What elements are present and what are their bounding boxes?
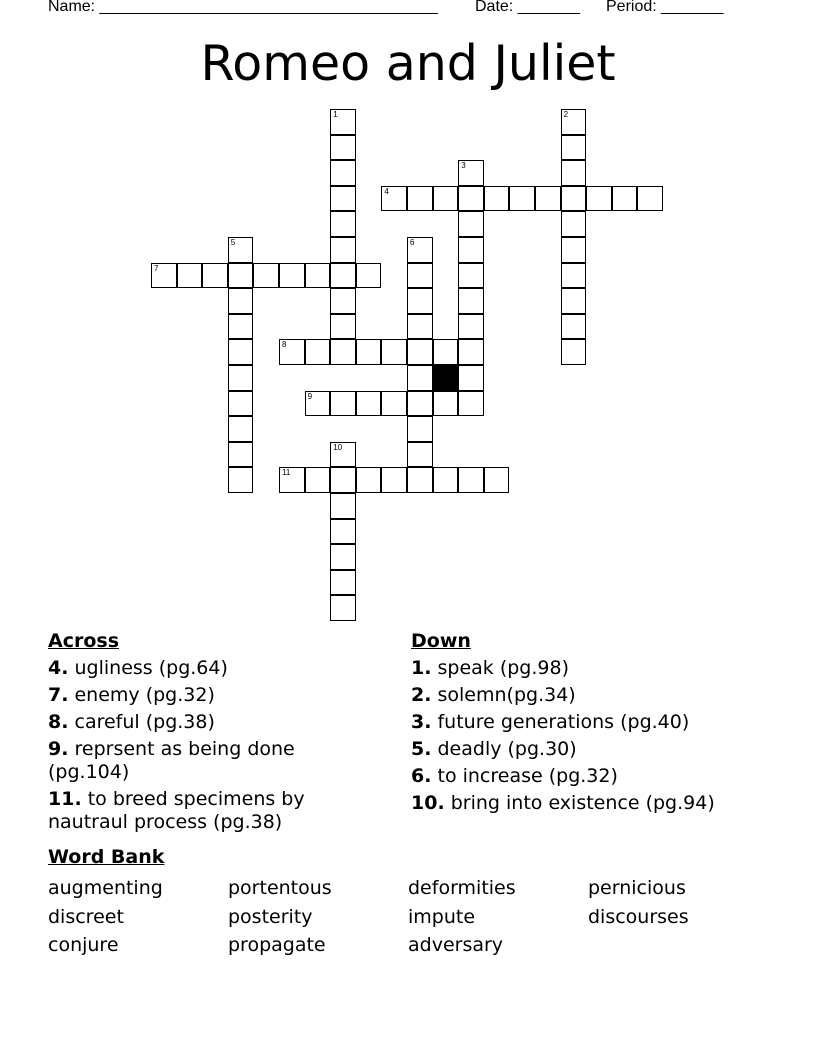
grid-cell[interactable] — [561, 237, 587, 263]
clue-text: bring into existence (pg.94) — [444, 792, 715, 814]
grid-cell[interactable] — [330, 211, 356, 237]
grid-cell[interactable] — [381, 186, 407, 212]
word-bank-item: discreet — [48, 905, 124, 928]
clue-number-label: 5. — [411, 738, 432, 760]
grid-cell[interactable] — [356, 391, 382, 417]
grid-cell[interactable] — [561, 339, 587, 365]
name-field[interactable]: Name: ______________________________________ — [48, 0, 438, 15]
grid-cell[interactable] — [561, 135, 587, 161]
period-field[interactable]: Period: _______ — [606, 0, 724, 15]
word-bank-item: pernicious — [588, 877, 686, 899]
grid-cell[interactable] — [356, 339, 382, 365]
word-bank-item: deformities — [408, 877, 516, 899]
grid-cell[interactable] — [458, 160, 484, 186]
grid-cell[interactable] — [330, 314, 356, 340]
grid-cell[interactable] — [458, 365, 484, 391]
grid-cell[interactable] — [458, 339, 484, 365]
grid-cell[interactable] — [330, 391, 356, 417]
grid-cell[interactable] — [561, 263, 587, 289]
grid-cell[interactable] — [407, 416, 433, 442]
grid-cell[interactable] — [535, 186, 561, 212]
across-clue — [48, 738, 348, 784]
grid-cell[interactable] — [407, 467, 433, 493]
grid-cell[interactable] — [407, 365, 433, 391]
grid-cell[interactable] — [330, 595, 356, 621]
grid-cell[interactable] — [484, 186, 510, 212]
down-clue — [411, 765, 791, 788]
grid-cell[interactable] — [330, 288, 356, 314]
clue-number: 10 — [333, 442, 343, 452]
word-bank-item: portentous — [228, 877, 332, 899]
grid-cell[interactable] — [228, 467, 254, 493]
word-bank-item: augmenting — [48, 877, 163, 899]
grid-cell[interactable] — [458, 263, 484, 289]
grid-cell[interactable] — [305, 339, 331, 365]
clue-text: to increase (pg.32) — [431, 765, 618, 787]
grid-cell[interactable] — [407, 237, 433, 263]
across-clue — [48, 657, 348, 680]
down-clue-list — [411, 657, 791, 815]
grid-cell[interactable] — [509, 186, 535, 212]
word-bank-item: discourses — [588, 905, 689, 928]
grid-cell[interactable] — [228, 416, 254, 442]
grid-cell[interactable] — [381, 391, 407, 417]
down-clues — [411, 630, 791, 819]
grid-cell[interactable] — [253, 263, 279, 289]
grid-cell[interactable] — [458, 211, 484, 237]
grid-cell[interactable] — [330, 339, 356, 365]
grid-cell[interactable] — [561, 211, 587, 237]
grid-cell[interactable] — [330, 135, 356, 161]
grid-cell[interactable] — [330, 493, 356, 519]
grid-cell[interactable] — [356, 467, 382, 493]
clue-number-label: 10. — [411, 792, 445, 814]
grid-cell[interactable] — [484, 467, 510, 493]
grid-cell[interactable] — [228, 339, 254, 365]
grid-cell[interactable] — [433, 467, 459, 493]
across-clue — [48, 788, 348, 834]
word-bank-item: conjure — [48, 934, 119, 956]
grid-cell[interactable] — [330, 109, 356, 135]
grid-cell[interactable] — [356, 263, 382, 289]
grid-cell[interactable] — [228, 391, 254, 417]
down-clue — [411, 684, 791, 707]
grid-cell[interactable] — [458, 237, 484, 263]
grid-cell[interactable] — [637, 186, 663, 212]
grid-cell[interactable] — [458, 288, 484, 314]
down-clue — [411, 711, 791, 734]
grid-cell[interactable] — [458, 391, 484, 417]
across-clue-list — [48, 657, 348, 834]
clue-number-label: 6. — [411, 765, 432, 787]
word-bank-item: propagate — [228, 934, 326, 956]
down-clue — [411, 738, 791, 761]
page-title: Romeo and Juliet — [200, 35, 616, 92]
grid-cell[interactable] — [330, 570, 356, 596]
grid-cell[interactable] — [228, 365, 254, 391]
clue-text: future generations (pg.40) — [431, 711, 690, 733]
grid-cell[interactable] — [228, 288, 254, 314]
word-bank-item: impute — [408, 905, 476, 928]
grid-cell[interactable] — [407, 288, 433, 314]
clue-number-label: 1. — [411, 657, 432, 679]
across-clue — [48, 711, 348, 734]
grid-cell[interactable] — [279, 339, 305, 365]
grid-cell[interactable] — [330, 442, 356, 468]
clue-text: careful (pg.38) — [68, 711, 215, 733]
clue-number: 4 — [384, 186, 389, 196]
word-bank-item: adversary — [408, 934, 504, 956]
down-clue — [411, 792, 791, 815]
grid-cell[interactable] — [330, 544, 356, 570]
grid-cell[interactable] — [433, 186, 459, 212]
date-field[interactable]: Date: _______ — [475, 0, 580, 15]
grid-black-cell — [433, 365, 459, 391]
grid-cell[interactable] — [561, 160, 587, 186]
grid-cell[interactable] — [458, 314, 484, 340]
grid-cell[interactable] — [305, 263, 331, 289]
grid-cell[interactable] — [330, 263, 356, 289]
grid-cell[interactable] — [612, 186, 638, 212]
across-heading: Across — [48, 630, 120, 652]
grid-cell[interactable] — [228, 442, 254, 468]
grid-cell[interactable] — [407, 263, 433, 289]
grid-cell[interactable] — [433, 391, 459, 417]
grid-cell[interactable] — [202, 263, 228, 289]
grid-cell[interactable] — [561, 314, 587, 340]
grid-cell[interactable] — [561, 186, 587, 212]
grid-cell[interactable] — [330, 519, 356, 545]
grid-cell[interactable] — [433, 339, 459, 365]
grid-cell[interactable] — [458, 186, 484, 212]
grid-cell[interactable] — [330, 186, 356, 212]
clue-text: speak (pg.98) — [431, 657, 569, 679]
grid-cell[interactable] — [228, 263, 254, 289]
grid-cell[interactable] — [279, 467, 305, 493]
grid-cell[interactable] — [381, 467, 407, 493]
clue-number: 1 — [333, 110, 338, 119]
clue-number: 9 — [307, 391, 313, 401]
clue-number-label: 8. — [48, 711, 69, 733]
grid-cell[interactable] — [177, 263, 203, 289]
clue-number-label: 9. — [48, 738, 69, 760]
grid-cell[interactable] — [407, 314, 433, 340]
grid-cell[interactable] — [458, 467, 484, 493]
word-bank-item: posterity — [228, 905, 313, 928]
across-clue — [48, 684, 348, 707]
grid-cell[interactable] — [330, 467, 356, 493]
clue-number-label: 7. — [48, 684, 69, 706]
clue-number: 5 — [230, 238, 236, 247]
clue-text: ugliness (pg.64) — [68, 657, 228, 679]
clue-text: reprsent as being done (pg.104) — [48, 738, 295, 783]
down-heading: Down — [411, 630, 471, 652]
grid-cell[interactable] — [407, 339, 433, 365]
grid-cell[interactable] — [305, 467, 331, 493]
grid-cell[interactable] — [305, 391, 331, 417]
clue-number: 7 — [154, 263, 159, 273]
clue-text: solemn(pg.34) — [431, 684, 576, 706]
down-clue — [411, 657, 791, 680]
grid-cell[interactable] — [330, 160, 356, 186]
grid-cell[interactable] — [586, 186, 612, 212]
clue-number-label: 3. — [411, 711, 432, 733]
clue-text: to breed specimens by nautraul process (pg.38) — [48, 788, 305, 833]
clue-number-label: 2. — [411, 684, 432, 706]
grid-cell[interactable] — [561, 109, 587, 135]
clue-number: 6 — [410, 238, 415, 247]
grid-cell[interactable] — [407, 391, 433, 417]
clue-number-label: 11. — [48, 788, 82, 810]
across-clues — [48, 630, 348, 838]
grid-cell[interactable] — [151, 263, 177, 289]
grid-cell[interactable] — [228, 237, 254, 263]
grid-cell[interactable] — [279, 263, 305, 289]
clue-number: 11 — [282, 468, 291, 478]
clue-number-label: 4. — [48, 657, 69, 679]
word-bank-heading: Word Bank — [48, 846, 165, 868]
grid-cell[interactable] — [330, 237, 356, 263]
grid-cell[interactable] — [407, 186, 433, 212]
grid-cell[interactable] — [381, 339, 407, 365]
grid-cell[interactable] — [561, 288, 587, 314]
grid-cell[interactable] — [228, 314, 254, 340]
clue-text: enemy (pg.32) — [68, 684, 215, 706]
grid-cell[interactable] — [407, 442, 433, 468]
clue-number: 3 — [461, 161, 466, 171]
clue-text: deadly (pg.30) — [431, 738, 577, 760]
clue-number: 2 — [563, 110, 569, 119]
clue-number: 8 — [282, 340, 287, 350]
